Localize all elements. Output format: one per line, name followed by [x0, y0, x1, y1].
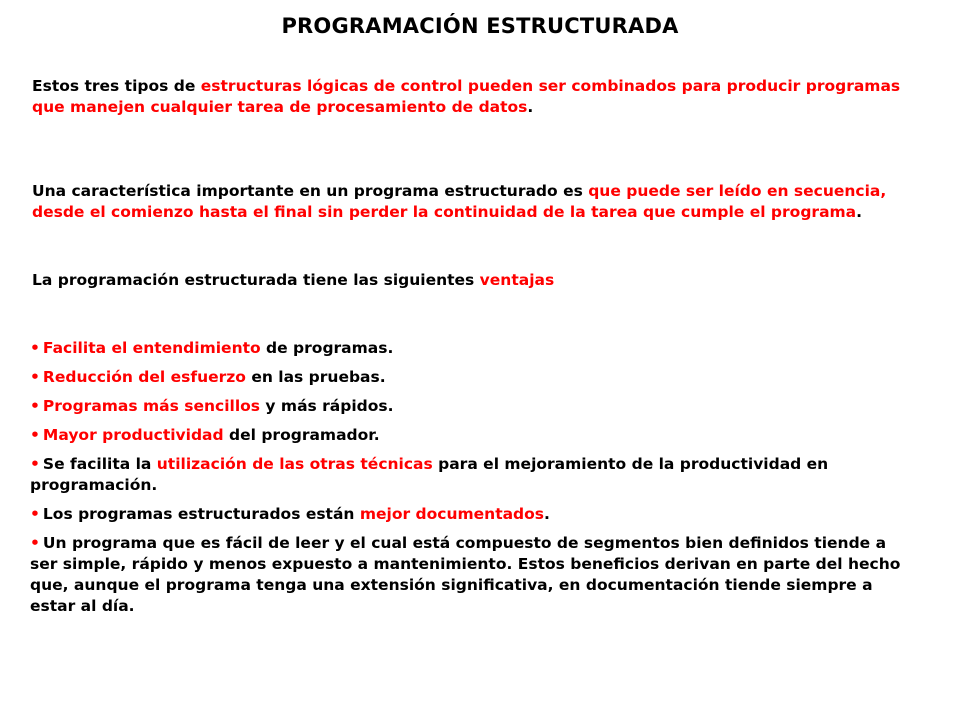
paragraph-text-end: .	[527, 98, 534, 116]
item-text-end: y más rápidos.	[260, 397, 394, 415]
item-highlight: Mayor productividad	[42, 426, 224, 444]
paragraph-highlight: que puede ser leído en secuencia, desde el comienzo hasta el final sin perder la continuidad de la tarea que cumple el programa	[32, 182, 887, 221]
list-item	[30, 454, 910, 496]
bullet-icon: •	[30, 534, 40, 552]
item-text: Un programa que es fácil de leer y el cual está compuesto de segmentos bien definidos tiende a ser simple, rápido y menos expuesto a mantenimiento. Estos beneficios derivan en parte del hecho que, aunque el programa tenga una extensión significativa, en documentación tiende siempre a estar al día.	[30, 534, 901, 615]
paragraph-text-end: .	[856, 203, 863, 221]
paragraph-control-structures	[32, 76, 912, 118]
paragraph-highlight: estructuras lógicas de control pueden ser combinados para producir programas que manejen cualquier tarea de procesamiento de datos	[32, 77, 901, 116]
list-item	[30, 504, 910, 525]
paragraph-text: Una característica importante en un programa estructurado es	[32, 182, 589, 200]
bullet-icon: •	[30, 397, 40, 415]
bullet-icon: •	[30, 505, 40, 523]
list-item	[30, 396, 910, 417]
bullet-icon: •	[30, 339, 40, 357]
item-text-end: en las pruebas.	[245, 368, 386, 386]
bullet-icon: •	[30, 426, 40, 444]
paragraph-sequence	[32, 181, 912, 223]
item-highlight: Programas más sencillos	[42, 397, 261, 415]
paragraph-text: Estos tres tipos de	[32, 77, 201, 95]
list-item	[30, 338, 910, 359]
item-highlight: Reducción del esfuerzo	[42, 368, 246, 386]
list-item	[30, 367, 910, 388]
paragraph-advantages-intro	[32, 270, 912, 291]
item-text-end: .	[544, 505, 550, 523]
paragraph-text: La programación estructurada tiene las siguientes	[32, 271, 480, 289]
item-highlight: utilización de las otras técnicas	[156, 455, 433, 473]
advantages-list	[30, 338, 910, 625]
item-text-end: de programas.	[260, 339, 394, 357]
item-text: Los programas estructurados están	[42, 505, 360, 523]
paragraph-highlight: ventajas	[479, 271, 555, 289]
list-item	[30, 533, 910, 617]
item-text-end: del programador.	[223, 426, 380, 444]
bullet-icon: •	[30, 368, 40, 386]
item-highlight: Facilita el entendimiento	[42, 339, 261, 357]
bullet-icon: •	[30, 455, 40, 473]
slide-title: PROGRAMACIÓN ESTRUCTURADA	[281, 14, 679, 38]
item-text-end: para el mejoramiento de la productividad en programación.	[30, 455, 829, 494]
item-highlight: mejor documentados	[359, 505, 545, 523]
item-text: Se facilita la	[42, 455, 157, 473]
list-item	[30, 425, 910, 446]
